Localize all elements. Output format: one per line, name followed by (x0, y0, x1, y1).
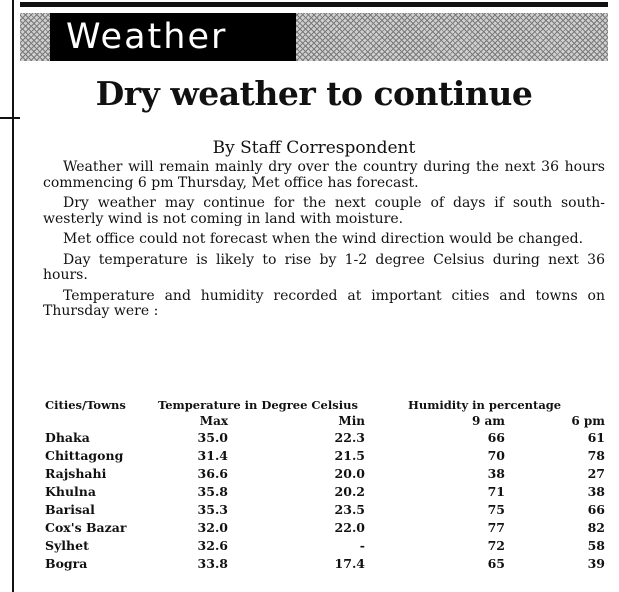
temp-max: 31.4 (197, 448, 228, 463)
subheader-max: Max (199, 414, 228, 428)
humidity-9am: 77 (487, 520, 505, 535)
temp-max: 32.0 (197, 520, 228, 535)
humidity-9am: 70 (487, 448, 505, 463)
city-name: Barisal (45, 502, 95, 517)
table-subheader (45, 413, 605, 429)
table-row (45, 429, 605, 447)
header-humidity: Humidity in percentage (408, 398, 562, 412)
humidity-6pm: 78 (587, 448, 605, 463)
paragraph: Temperature and humidity recorded at important cities and towns on Thursday were : (43, 287, 605, 319)
temp-min: 17.4 (334, 556, 365, 571)
humidity-6pm: 39 (587, 556, 605, 571)
humidity-6pm: 61 (587, 430, 605, 445)
humidity-9am: 65 (487, 556, 505, 571)
humidity-9am: 66 (487, 430, 505, 445)
table-row (45, 483, 605, 501)
humidity-6pm: 82 (587, 520, 605, 535)
weather-table (45, 398, 605, 573)
temp-max: 35.0 (197, 430, 228, 445)
weather-article (20, 0, 612, 592)
humidity-9am: 75 (487, 502, 505, 517)
temp-min: 20.2 (334, 484, 365, 499)
subheader-min: Min (338, 414, 365, 428)
temp-min: 22.3 (334, 430, 365, 445)
paragraph: Weather will remain mainly dry over the country during the next 36 hours commencing 6 pm Thursday, Met office has forecast. (43, 159, 605, 191)
table-row (45, 501, 605, 519)
temp-min: - (359, 538, 365, 553)
temp-max: 33.8 (197, 556, 228, 571)
humidity-6pm: 27 (587, 466, 605, 481)
paragraph: Day temperature is likely to rise by 1-2 degree Celsius during next 36 hours. (43, 251, 605, 283)
paragraph: Met office could not forecast when the wind direction would be changed. (63, 231, 584, 247)
table-row (45, 555, 605, 573)
temp-min: 23.5 (334, 502, 365, 517)
subheader-6pm: 6 pm (571, 414, 605, 428)
section-banner (20, 13, 608, 61)
city-name: Cox's Bazar (45, 520, 127, 535)
city-name: Sylhet (45, 538, 89, 553)
temp-min: 22.0 (334, 520, 365, 535)
table-row (45, 537, 605, 555)
temp-max: 35.8 (197, 484, 228, 499)
table-header (45, 398, 605, 413)
header-cities: Cities/Towns (45, 398, 126, 412)
temp-max: 35.3 (197, 502, 228, 517)
column-rule-left (12, 0, 14, 592)
humidity-6pm: 66 (587, 502, 605, 517)
table-row (45, 447, 605, 465)
temp-max: 32.6 (197, 538, 228, 553)
subheader-9am: 9 am (472, 414, 505, 428)
article-body (43, 160, 605, 325)
humidity-6pm: 58 (587, 538, 605, 553)
city-name: Dhaka (45, 430, 90, 445)
column-rule-tick (0, 117, 20, 119)
top-rule (20, 2, 608, 7)
table-row (45, 519, 605, 537)
humidity-9am: 72 (487, 538, 505, 553)
temp-min: 20.0 (334, 466, 365, 481)
city-name: Chittagong (45, 448, 124, 463)
header-temperature: Temperature in Degree Celsius (158, 398, 358, 412)
table-row (45, 465, 605, 483)
city-name: Rajshahi (45, 466, 107, 481)
humidity-6pm: 38 (587, 484, 605, 499)
byline: By Staff Correspondent (212, 138, 416, 158)
headline: Dry weather to continue (95, 74, 533, 113)
city-name: Bogra (45, 556, 88, 571)
humidity-9am: 38 (487, 466, 505, 481)
humidity-9am: 71 (487, 484, 505, 499)
paragraph: Dry weather may continue for the next couple of days if south south-westerly wind is not coming in land with moisture. (43, 195, 605, 227)
section-label: Weather (50, 13, 296, 61)
temp-min: 21.5 (334, 448, 365, 463)
temp-max: 36.6 (197, 466, 228, 481)
city-name: Khulna (45, 484, 96, 499)
